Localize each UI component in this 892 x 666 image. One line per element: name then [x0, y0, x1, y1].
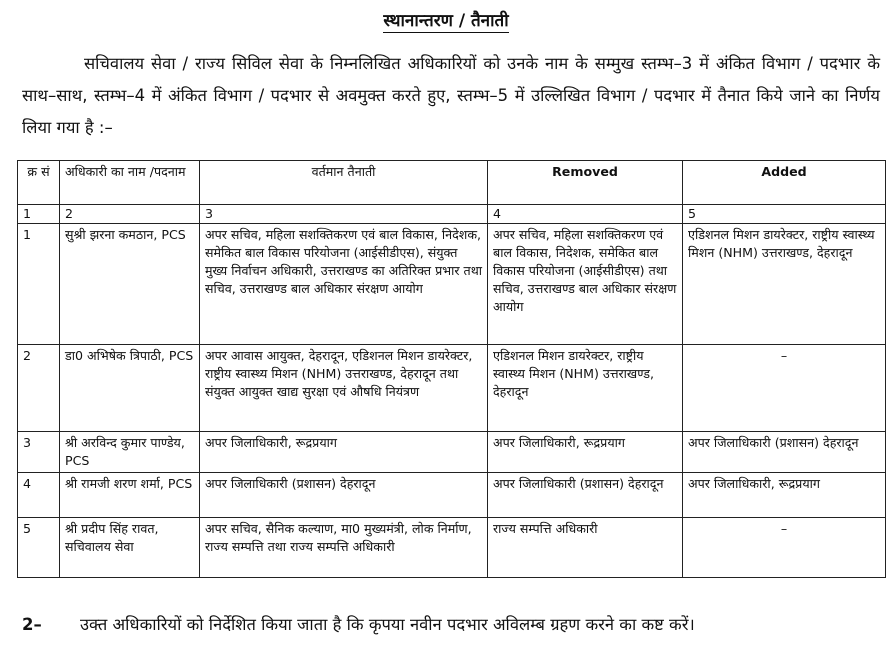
footer-text: उक्त अधिकारियों को निर्देशित किया जाता है कि कृपया नवीन पदभार अविलम्ब ग्रहण करने का कष्ट करें। — [80, 615, 695, 634]
footer-paragraph — [22, 612, 880, 638]
officer-name: डा0 अभिषेक त्रिपाठी, PCS — [60, 345, 200, 432]
current-posting: अपर जिलाधिकारी, रूद्रप्रयाग — [200, 432, 488, 473]
posting-table — [17, 160, 886, 578]
added-posting: एडिशनल मिशन डायरेक्टर, राष्ट्रीय स्वास्थ्य मिशन (NHM) उत्तराखण्ड, देहरादून — [683, 224, 886, 345]
added-posting: अपर जिलाधिकारी, रूद्रप्रयाग — [683, 473, 886, 518]
current-posting: अपर सचिव, महिला सशक्तिकरण एवं बाल विकास, निदेशक, समेकित बाल विकास परियोजना (आईसीडीएस), संयुक्त मुख्य निर्वाचन अधिकारी, उत्तराखण्ड का अतिरिक्त प्रभार तथा सचिव, उत्तराखण्ड बाल अधिकार संरक्षण आयोग — [200, 224, 488, 345]
removed-posting: अपर सचिव, महिला सशक्तिकरण एवं बाल विकास, निदेशक, समेकित बाल विकास परियोजना (आईसीडीएस) तथा सचिव, उत्तराखण्ड बाल अधिकार संरक्षण आयोग — [488, 224, 683, 345]
officer-name: सुश्री झरना कमठान, PCS — [60, 224, 200, 345]
removed-posting: अपर जिलाधिकारी (प्रशासन) देहरादून — [488, 473, 683, 518]
header-removed: Removed — [488, 161, 683, 205]
added-posting: – — [683, 518, 886, 578]
document-title — [0, 8, 892, 31]
removed-posting: अपर जिलाधिकारी, रूद्रप्रयाग — [488, 432, 683, 473]
table-header-row — [18, 161, 886, 205]
column-number: 2 — [60, 205, 200, 224]
column-number: 3 — [200, 205, 488, 224]
added-posting: – — [683, 345, 886, 432]
column-number: 5 — [683, 205, 886, 224]
current-posting: अपर आवास आयुक्त, देहरादून, एडिशनल मिशन डायरेक्टर, राष्ट्रीय स्वास्थ्य मिशन (NHM) उत्तराखण्ड, देहरादून तथा संयुक्त आयुक्त खाद्य सुरक्षा एवं औषधि नियंत्रण — [200, 345, 488, 432]
table-row — [18, 345, 886, 432]
table-row — [18, 224, 886, 345]
removed-posting: राज्य सम्पत्ति अधिकारी — [488, 518, 683, 578]
officer-name: श्री प्रदीप सिंह रावत, सचिवालय सेवा — [60, 518, 200, 578]
column-number: 4 — [488, 205, 683, 224]
added-posting: अपर जिलाधिकारी (प्रशासन) देहरादून — [683, 432, 886, 473]
current-posting: अपर जिलाधिकारी (प्रशासन) देहरादून — [200, 473, 488, 518]
intro-paragraph: सचिवालय सेवा / राज्य सिविल सेवा के निम्नलिखित अधिकारियों को उनके नाम के सम्मुख स्तम्भ–3 में अंकित विभाग / पदभार के साथ–साथ, स्तम्भ–4 में अंकित विभाग / पदभार से अवमुक्त करते हुए, स्तम्भ–5 में उल्लिखित विभाग / पदभार में तैनात किये जाने का निर्णय लिया गया है :– — [22, 54, 880, 137]
document-title-text: स्थानान्तरण / तैनाती — [383, 11, 509, 31]
table-row — [18, 518, 886, 578]
header-sno: क्र सं — [18, 161, 60, 205]
row-sno: 1 — [18, 224, 60, 345]
row-sno: 4 — [18, 473, 60, 518]
officer-name: श्री अरविन्द कुमार पाण्डेय, PCS — [60, 432, 200, 473]
column-number: 1 — [18, 205, 60, 224]
current-posting: अपर सचिव, सैनिक कल्याण, मा0 मुख्यमंत्री, लोक निर्माण, राज्य सम्पत्ति तथा राज्य सम्पत्ति अधिकारी — [200, 518, 488, 578]
header-added: Added — [683, 161, 886, 205]
removed-posting: एडिशनल मिशन डायरेक्टर, राष्ट्रीय स्वास्थ्य मिशन (NHM) उत्तराखण्ड, देहरादून — [488, 345, 683, 432]
officer-name: श्री रामजी शरण शर्मा, PCS — [60, 473, 200, 518]
table-row — [18, 432, 886, 473]
row-sno: 5 — [18, 518, 60, 578]
row-sno: 2 — [18, 345, 60, 432]
paragraph-number: 2– — [22, 615, 42, 634]
header-officer: अधिकारी का नाम /पदनाम — [60, 161, 200, 205]
column-number-row — [18, 205, 886, 224]
header-current-posting: वर्तमान तैनाती — [200, 161, 488, 205]
row-sno: 3 — [18, 432, 60, 473]
table-row — [18, 473, 886, 518]
